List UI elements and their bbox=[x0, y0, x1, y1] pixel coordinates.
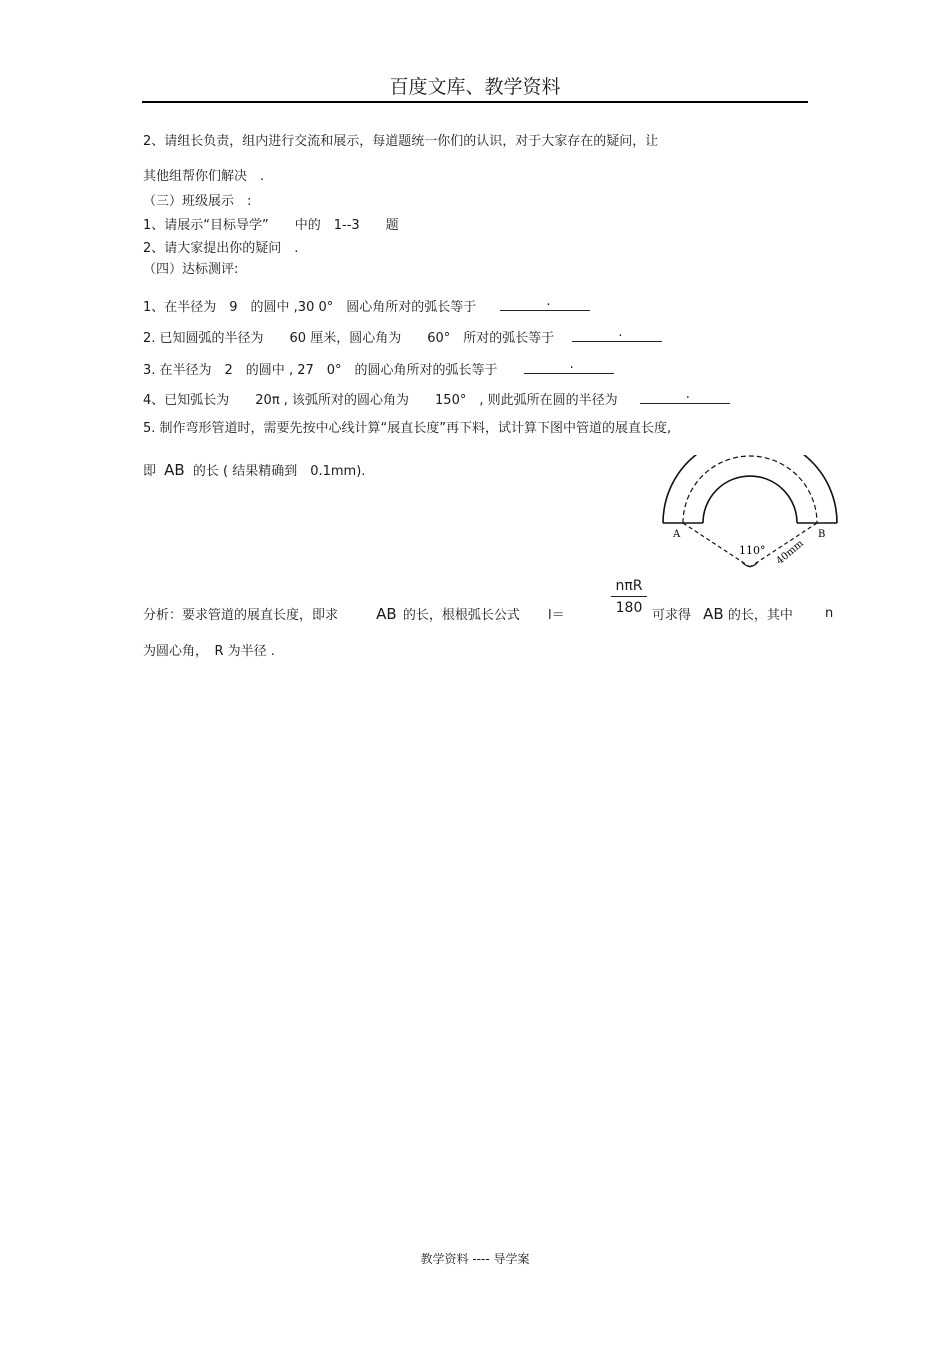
inner-arc bbox=[703, 476, 797, 523]
question-2 bbox=[143, 327, 662, 346]
question-3 bbox=[143, 359, 614, 378]
answer-blank-1 bbox=[500, 294, 590, 311]
question-4 bbox=[143, 389, 730, 408]
q5-suffix: 的长 ( 结果精确到 0.1mm). bbox=[192, 464, 366, 479]
arc-ab-label-1: AB bbox=[376, 605, 397, 623]
angle-label: 110° bbox=[739, 544, 766, 557]
page-header-title: 百度文库、教学资料 bbox=[389, 76, 561, 98]
text-line-2: 其他组帮你们解决 . bbox=[143, 169, 265, 184]
text-line-5: 2、请大家提出你的疑问 . bbox=[143, 241, 299, 256]
question-1-text: 1、在半径为 9 的圆中 ,30 0° 圆心角所对的弧长等于 bbox=[143, 300, 477, 315]
fraction-denominator: 180 bbox=[615, 600, 643, 616]
page-footer: 教学资料 ---- 导学案 bbox=[420, 1252, 530, 1266]
text-line-1: 2、请组长负责，组内进行交流和展示，每道题统一你们的认识，对于大家存在的疑问，让 bbox=[143, 134, 659, 149]
answer-blank-3 bbox=[524, 357, 614, 374]
analysis-mid: 的长，根根弧长公式 bbox=[402, 608, 520, 623]
text-line-4: 1、请展示“目标导学” 中的 1--3 题 bbox=[143, 218, 399, 233]
section-assessment: （四）达标测评: bbox=[143, 262, 239, 277]
analysis-line-2: 为圆心角， R 为半径 . bbox=[143, 644, 275, 659]
answer-blank-2 bbox=[572, 325, 662, 342]
variable-n: n bbox=[825, 606, 834, 621]
question-3-text: 3. 在半径为 2 的圆中 , 27 0° 的圆心角所对的弧长等于 bbox=[143, 363, 498, 378]
center-line-arc bbox=[683, 456, 817, 523]
question-5: 5. 制作弯形管道时，需要先按中心线计算“展直长度”再下料，试计算下图中管道的展直长度, bbox=[143, 421, 672, 436]
section-class-display: （三）班级展示 : bbox=[143, 194, 252, 209]
question-4-text: 4、已知弧长为 20π , 该弧所对的圆心角为 150° , 则此弧所在圆的半径为 bbox=[143, 393, 618, 408]
arc-ab-label-2: AB bbox=[703, 605, 724, 623]
question-2-text: 2. 已知圆弧的半径为 60 厘米，圆心角为 60° 所对的弧长等于 bbox=[143, 331, 555, 346]
analysis-prefix: 分析：要求管道的展直长度，即求 bbox=[143, 608, 339, 623]
analysis-mid2: 可求得 bbox=[652, 608, 692, 623]
width-label: 40mm bbox=[774, 538, 806, 567]
outer-arc bbox=[663, 455, 837, 523]
blank-dot: . bbox=[685, 387, 690, 402]
header-rule bbox=[142, 101, 808, 103]
answer-blank-4 bbox=[640, 387, 730, 404]
analysis-line-1 bbox=[143, 604, 565, 623]
blank-dot: . bbox=[569, 357, 574, 372]
arc-ab-label: AB bbox=[164, 461, 185, 479]
question-1 bbox=[143, 296, 590, 315]
label-a: A bbox=[673, 529, 681, 540]
arc-length-fraction bbox=[611, 578, 647, 616]
q5-prefix: 即 bbox=[143, 464, 157, 479]
analysis-line-1-tail bbox=[652, 604, 793, 623]
pipe-diagram bbox=[655, 455, 845, 580]
blank-dot: . bbox=[546, 294, 551, 309]
fraction-numerator: nπR bbox=[611, 578, 647, 597]
analysis-tail: 的长，其中 bbox=[727, 608, 793, 623]
question-5-continued bbox=[143, 460, 365, 479]
blank-dot: . bbox=[618, 325, 623, 340]
label-b: B bbox=[818, 529, 826, 540]
formula-l: l＝ bbox=[548, 608, 565, 623]
